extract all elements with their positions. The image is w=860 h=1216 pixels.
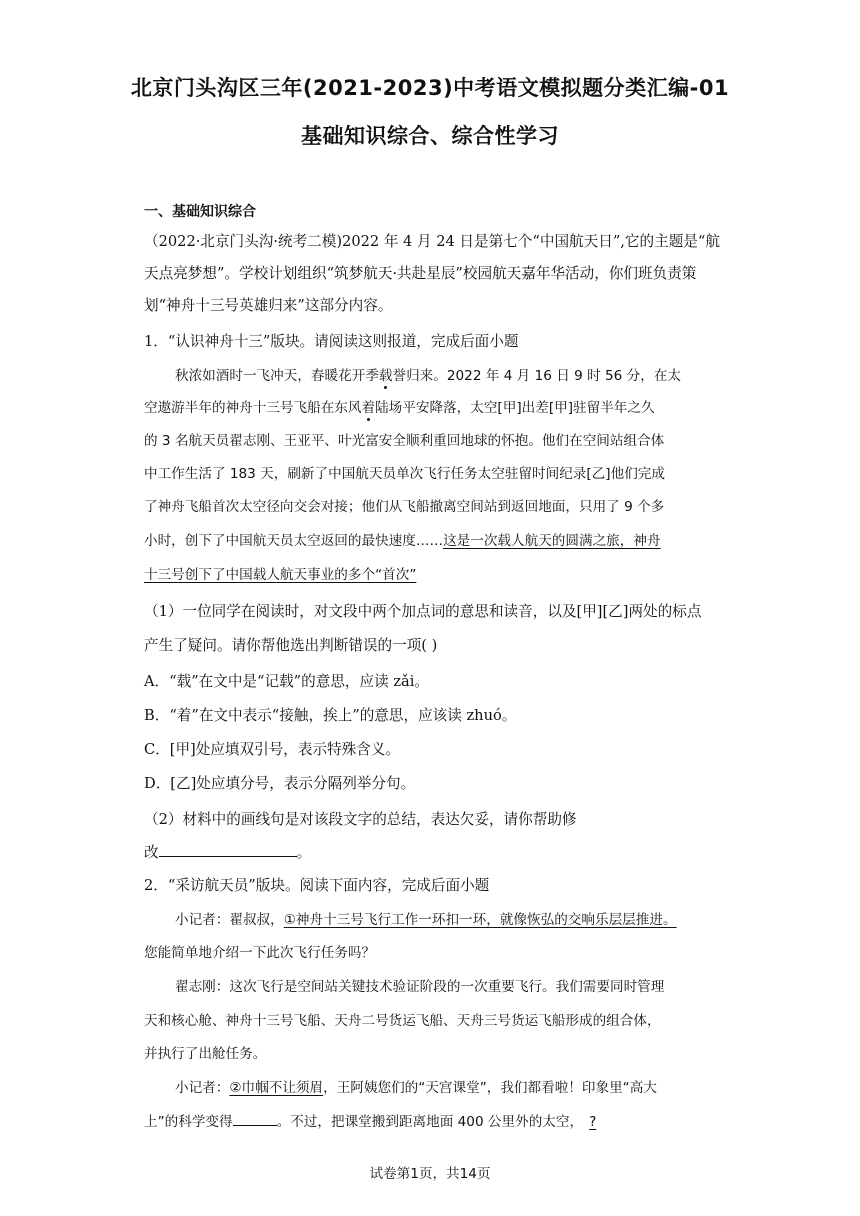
sub-question-1: （1）一位同学在阅读时，对文段中两个加点词的意思和读音，以及[甲][乙]两处的标点: [144, 603, 702, 620]
document-subtitle: 基础知识综合、综合性学习: [301, 124, 559, 148]
option-a[interactable]: A．“载”在文中是“记载”的意思，应读 zǎi。: [144, 673, 429, 690]
underlined-sentence-1: ①神舟十三号飞行工作一环扣一环，就像恢弘的交响乐层层推进。: [283, 912, 677, 928]
interview-line: 上”的科学变得 。不过，把课堂搬到距离地面 400 公里外的太空， ?: [144, 1111, 724, 1132]
question-1-prompt: 1．“认识神舟十三”版块。请阅读这则报道，完成后面小题: [144, 333, 519, 350]
option-c[interactable]: C．[甲]处应填双引号，表示特殊含义。: [144, 741, 401, 758]
answer-blank[interactable]: [233, 1111, 277, 1126]
document-title: 北京门头沟区三年(2021-2023)中考语文模拟题分类汇编-01: [130, 76, 730, 100]
question-2-prompt: 2．“采访航天员”版块。阅读下面内容，完成后面小题: [144, 877, 490, 894]
passage-line: 秋浓如酒时一飞冲天，春暖花开季载誉归来。2022 年 4 月 16 日 9 时 56 分，在太: [175, 368, 682, 384]
passage-line: 空遨游半年的神舟十三号飞船在东风着陆场平安降落，太空[甲]出差[甲]驻留半年之久: [144, 400, 655, 416]
underlined-sentence: 这是一次载人航天的圆满之旅，神舟: [443, 533, 661, 549]
interview-line: 小记者：②巾帼不让须眉，王阿姨您们的“天宫课堂”，我们都看啦！印象里“高大: [175, 1080, 657, 1096]
page-footer: 试卷第1页，共14页: [369, 1166, 491, 1182]
option-b[interactable]: B．“着”在文中表示“接触，挨上”的意思，应该读 zhuó。: [144, 707, 517, 724]
passage-line: [144, 565, 724, 585]
question-mark-blank[interactable]: ?: [589, 1114, 597, 1130]
option-d[interactable]: D．[乙]处应填分号，表示分隔列举分句。: [144, 775, 416, 792]
intro-line: 天点亮梦想”。学校计划组织“筑梦航天·共赴星辰”校园航天嘉年华活动，你们班负责策: [144, 265, 697, 282]
sub-question-2: （2）材料中的画线句是对该段文字的总结，表达欠妥，请你帮助修: [144, 811, 577, 828]
passage-line: 了神舟飞船首次太空径向交会对接；他们从飞船撤离空间站到返回地面，只用了 9 个多: [144, 499, 665, 515]
interview-line: 并执行了出舱任务。: [144, 1046, 267, 1062]
passage-line: 小时，创下了中国航天员太空返回的最快速度……这是一次载人航天的圆满之旅，神舟: [144, 533, 661, 549]
answer-blank[interactable]: [159, 842, 297, 857]
sub-question-1-cont: 产生了疑问。请你帮他选出判断错误的一项( ): [144, 637, 438, 654]
passage-line: 中工作生活了 183 天，刷新了中国航天员单次飞行任务太空驻留时间纪录[乙]他们完成: [144, 466, 665, 482]
dotted-char-zhuo: 着: [361, 400, 376, 416]
interview-line: 天和核心舱、神舟十三号飞船、天舟二号货运飞船、天舟三号货运飞船形成的组合体，: [144, 1013, 661, 1029]
sub-question-2-cont: 改 。: [144, 844, 312, 861]
underlined-sentence: 十三号创下了中国载人航天事业的多个“首次”: [144, 567, 417, 583]
interview-line: 翟志刚：这次飞行是空间站关键技术验证阶段的一次重要飞行。我们需要同时管理: [175, 979, 665, 995]
section-heading: 一、基础知识综合: [144, 204, 256, 220]
interview-line: 您能简单地介绍一下此次飞行任务吗？: [144, 945, 376, 961]
underlined-sentence-2: ②巾帼不让须眉: [229, 1080, 324, 1096]
passage-line: 的 3 名航天员翟志刚、王亚平、叶光富安全顺利重回地球的怀抱。他们在空间站组合体: [144, 433, 665, 449]
intro-line: 划“神舟十三号英雄归来”这部分内容。: [144, 297, 393, 314]
intro-line: （2022·北京门头沟·统考二模)2022 年 4 月 24 日是第七个“中国航天日”,它的主题是“航: [144, 233, 720, 250]
dotted-char-zai: 载: [378, 368, 393, 384]
interview-line: 小记者：翟叔叔，①神舟十三号飞行工作一环扣一环，就像恢弘的交响乐层层推进。: [175, 912, 677, 928]
